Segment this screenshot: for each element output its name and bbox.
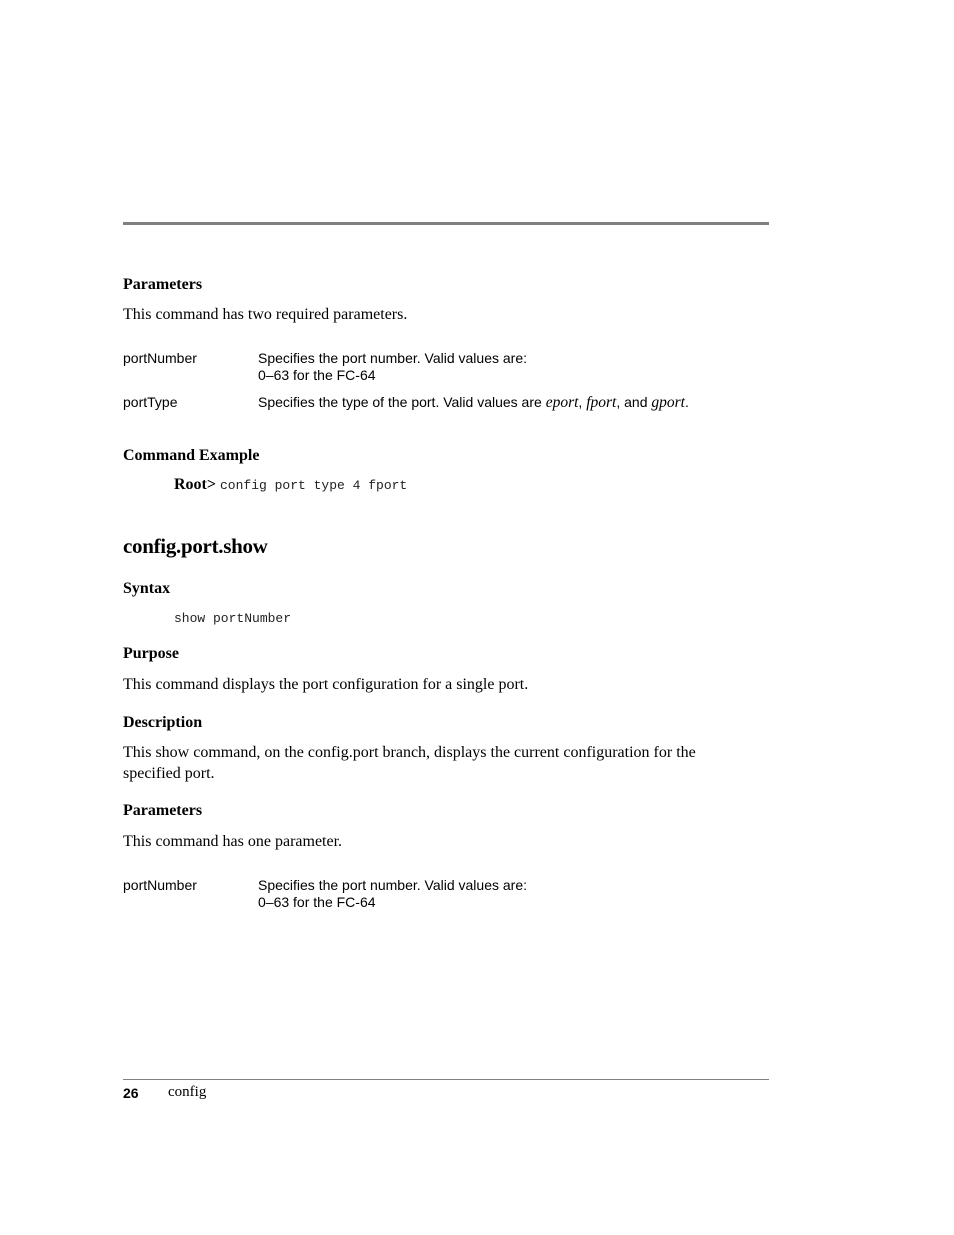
- param-desc-line: Specifies the port number. Valid values are:: [258, 877, 528, 893]
- param-desc-text: Specifies the type of the port. Valid values are: [258, 394, 546, 410]
- purpose-text: This command displays the port configuration for a single port.: [123, 676, 529, 693]
- purpose-heading: Purpose: [123, 645, 179, 662]
- param-desc-line: 0–63 for the FC-64: [258, 367, 376, 383]
- param-desc-line: Specifies the port number. Valid values are:: [258, 350, 528, 366]
- parameters-intro-2: This command has one parameter.: [123, 833, 343, 850]
- value-gport: gport: [651, 394, 685, 411]
- separator: , and: [616, 394, 652, 410]
- value-fport: fport: [586, 394, 617, 411]
- syntax-code: show portNumber: [174, 611, 292, 626]
- param-desc-portnumber: [258, 350, 527, 384]
- command-example: [174, 476, 407, 494]
- param-name-porttype: portType: [123, 394, 178, 410]
- command-text: config port type 4 fport: [220, 478, 408, 493]
- value-eport: eport: [545, 394, 579, 411]
- param-desc-line: 0–63 for the FC-64: [258, 894, 376, 910]
- prompt-label: Root>: [174, 476, 216, 493]
- parameters-intro: This command has two required parameters.: [123, 306, 408, 323]
- footer-section-name: config: [168, 1084, 207, 1100]
- parameters-heading-2: Parameters: [123, 802, 203, 819]
- description-line: This show command, on the config.port branch, displays the current configuration for the: [123, 744, 696, 761]
- parameters-heading: Parameters: [123, 276, 203, 293]
- param-desc-portnumber-2: [258, 877, 527, 911]
- header-rule: [123, 222, 769, 225]
- param-name-portnumber: portNumber: [123, 350, 197, 366]
- suffix: .: [684, 394, 689, 410]
- footer-rule: [123, 1079, 769, 1080]
- separator: ,: [578, 394, 587, 410]
- syntax-heading: Syntax: [123, 580, 171, 597]
- command-example-heading: Command Example: [123, 447, 260, 464]
- description-heading: Description: [123, 714, 203, 731]
- param-name-portnumber-2: portNumber: [123, 877, 197, 893]
- page-number: 26: [123, 1085, 139, 1101]
- section-title: config.port.show: [123, 534, 268, 558]
- description-line: specified port.: [123, 765, 215, 782]
- description-text: [123, 742, 696, 784]
- param-desc-porttype: [258, 394, 689, 411]
